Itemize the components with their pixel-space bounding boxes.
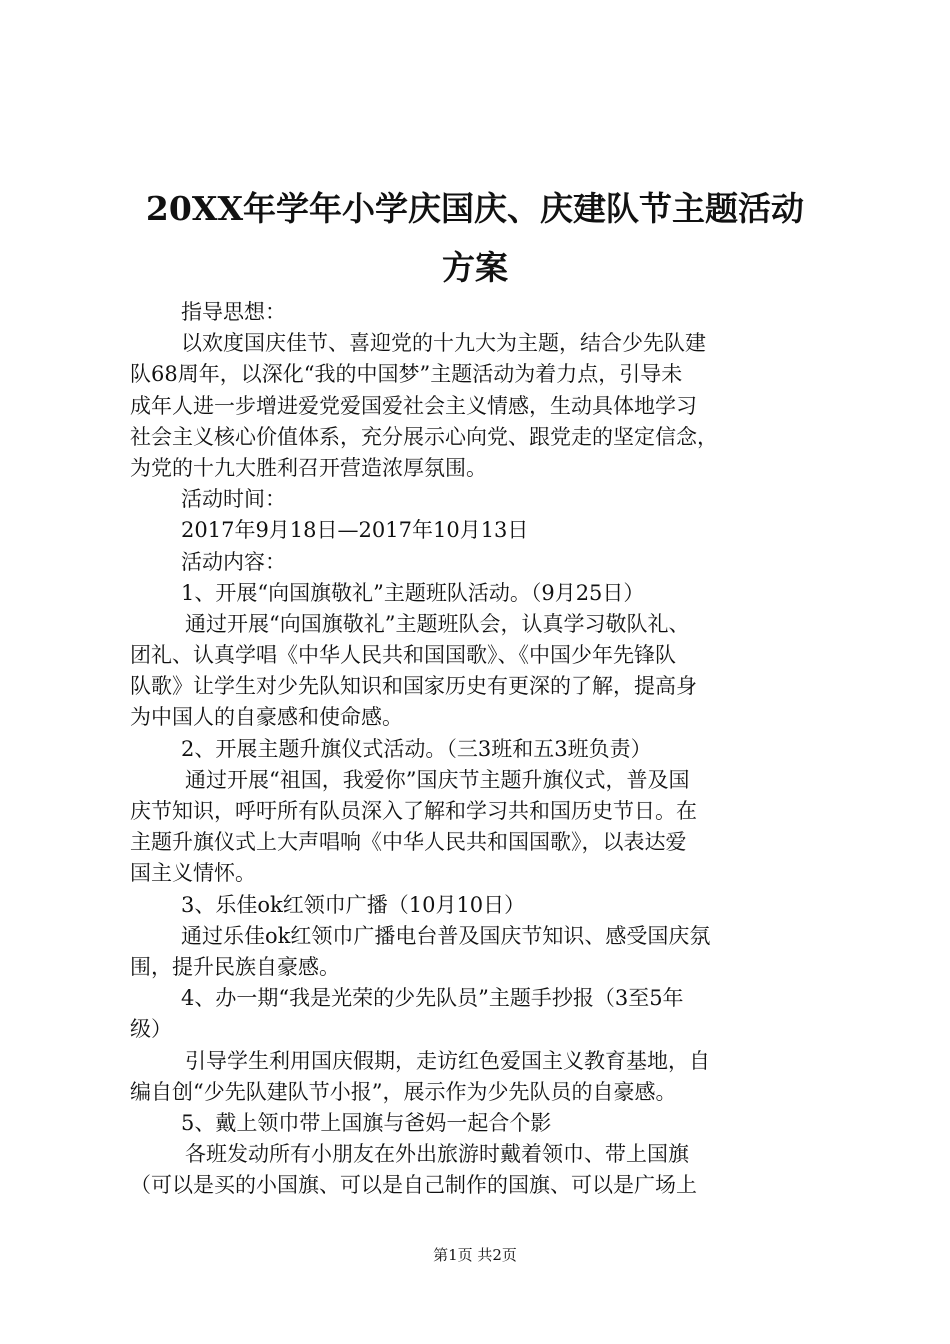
- document-title-line-2: 方案: [442, 248, 508, 287]
- activity-item-heading: 2、开展主题升旗仪式活动。（三3班和五3班负责）: [181, 736, 652, 761]
- document-title-line-1: 20XX年学年小学庆国庆、庆建队节主题活动: [145, 189, 805, 228]
- paragraph-line: 社会主义核心价值体系，充分展示心向党、跟党走的坚定信念，: [130, 424, 718, 449]
- paragraph-line: 通过开展“祖国，我爱你”国庆节主题升旗仪式，普及国: [185, 767, 690, 792]
- paragraph-line: 团礼、认真学唱《中华人民共和国国歌》、《中国少年先锋队: [130, 643, 676, 668]
- activity-item-heading: 5、戴上领巾带上国旗与爸妈一起合个影: [181, 1110, 552, 1135]
- paragraph-line: 为中国人的自豪感和使命感。: [130, 705, 403, 730]
- paragraph-line: 成年人进一步增进爱党爱国爱社会主义情感，生动具体地学习: [130, 393, 697, 418]
- document-body: [130, 297, 830, 1201]
- paragraph-line: 各班发动所有小朋友在外出旅游时戴着领巾、带上国旗: [185, 1142, 689, 1167]
- paragraph-line: 围，提升民族自豪感。: [130, 954, 340, 979]
- activity-date-range: 2017年9月18日—2017年10月13日: [181, 518, 529, 543]
- section-heading-activity-content: 活动内容：: [181, 549, 286, 574]
- paragraph-line: 引导学生利用国庆假期，走访红色爱国主义教育基地，自: [185, 1048, 710, 1073]
- activity-item-heading: 1、开展“向国旗敬礼”主题班队活动。（9月25日）: [181, 580, 645, 605]
- paragraph-line: 为党的十九大胜利召开营造浓厚氛围。: [130, 455, 487, 480]
- activity-item-heading: 3、乐佳ok红领巾广播（10月10日）: [181, 892, 526, 917]
- paragraph-line: 级）: [130, 1017, 172, 1042]
- paragraph-line: （可以是买的小国旗、可以是自己制作的国旗、可以是广场上: [130, 1173, 697, 1198]
- section-heading-guiding-thought: 指导思想：: [181, 300, 286, 324]
- paragraph-line: 庆节知识，呼吁所有队员深入了解和学习共和国历史节日。在: [130, 799, 697, 823]
- paragraph-line: 队68周年，以深化“我的中国梦”主题活动为着力点，引导未: [130, 362, 683, 387]
- paragraph-line: 通过乐佳ok红领巾广播电台普及国庆节知识、感受国庆氛: [181, 923, 711, 948]
- paragraph-line: 国主义情怀。: [130, 861, 256, 886]
- activity-item-heading: 4、办一期“我是光荣的少先队员”主题手抄报（3至5年: [181, 986, 684, 1011]
- paragraph-line: 以欢度国庆佳节、喜迎党的十九大为主题，结合少先队建: [181, 331, 706, 356]
- paragraph-line: 通过开展“向国旗敬礼”主题班队会，认真学习敬队礼、: [185, 611, 690, 636]
- page-footer: 第1页 共2页: [433, 1246, 517, 1264]
- paragraph-line: 编自创“少先队建队节小报”，展示作为少先队员的自豪感。: [130, 1079, 677, 1104]
- paragraph-line: 主题升旗仪式上大声唱响《中华人民共和国国歌》，以表达爱: [130, 830, 687, 855]
- section-heading-activity-time: 活动时间：: [181, 487, 286, 512]
- paragraph-line: 队歌》让学生对少先队知识和国家历史有更深的了解，提高身: [130, 674, 697, 699]
